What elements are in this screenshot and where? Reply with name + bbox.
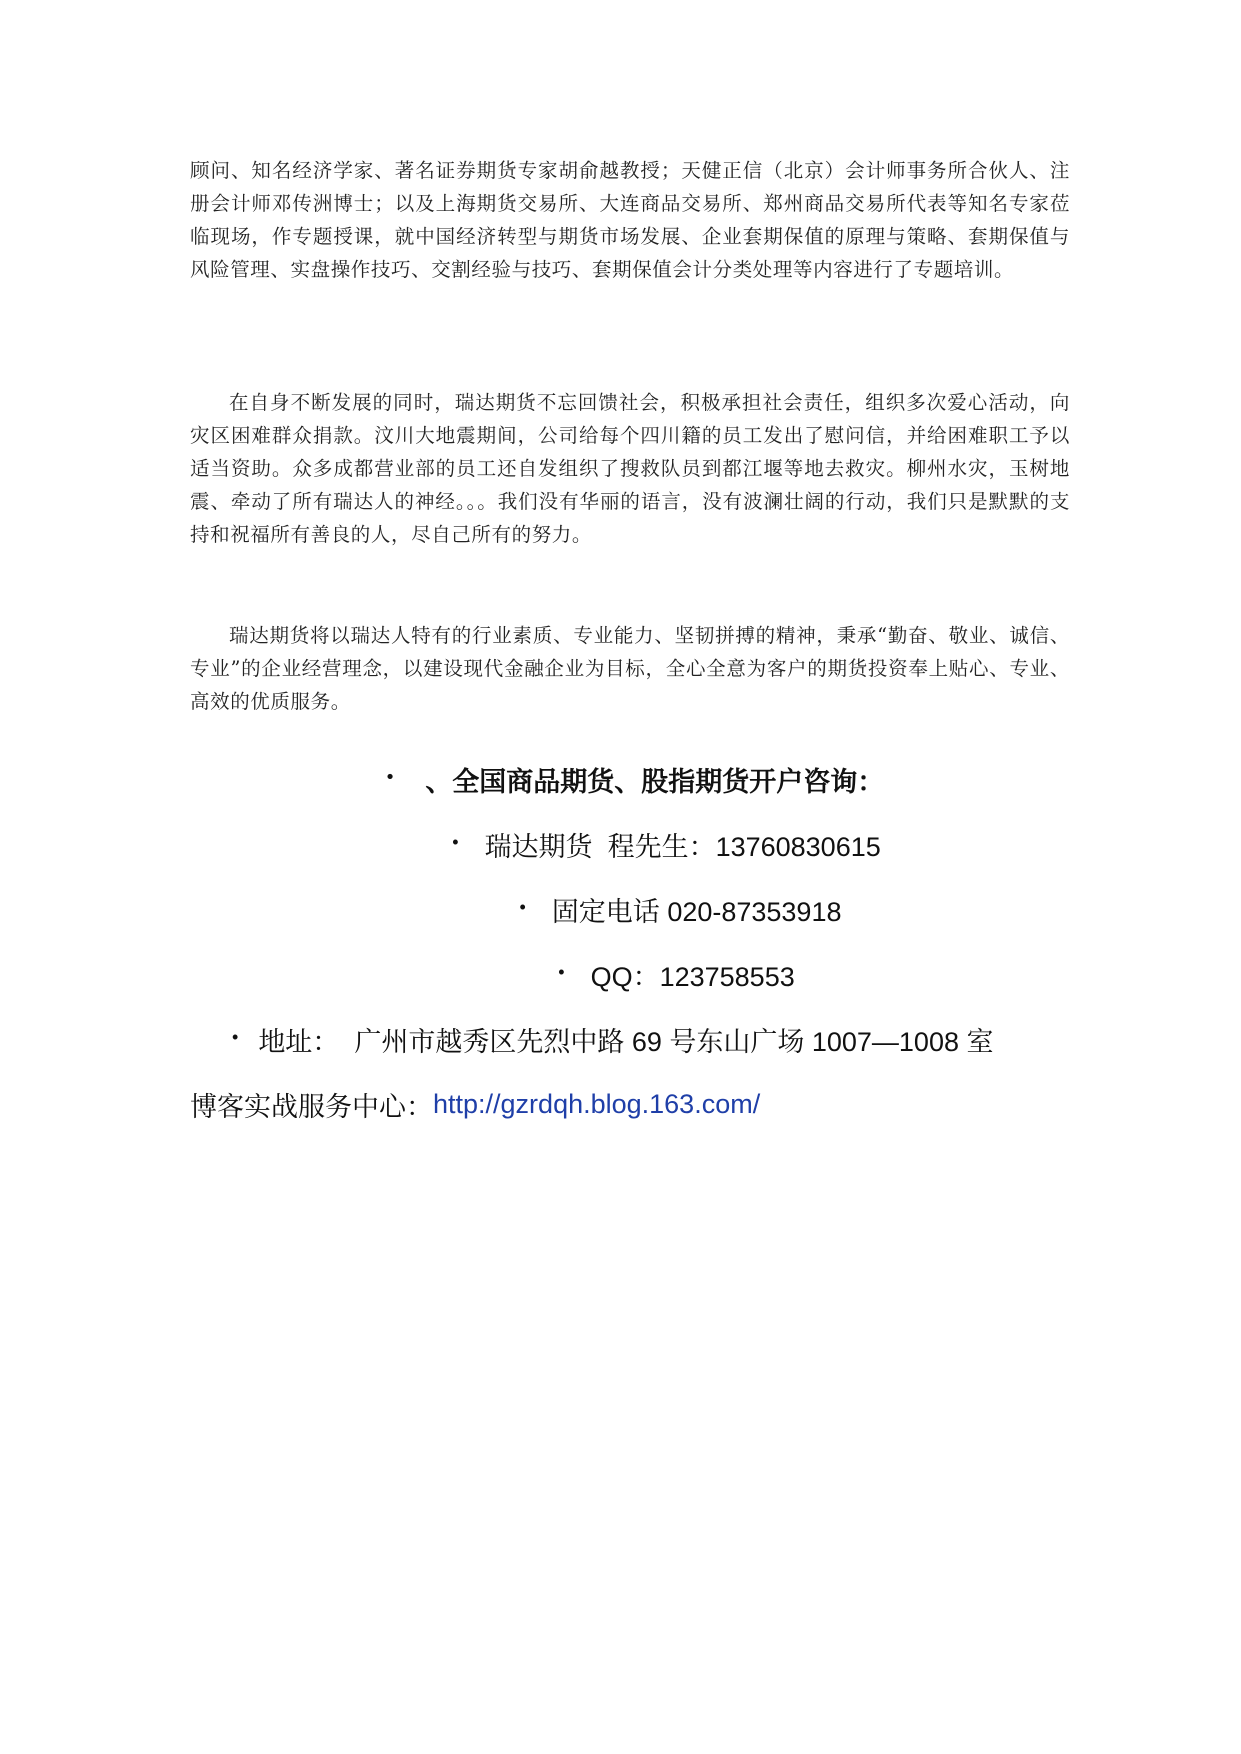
bullet-icon: • xyxy=(232,1027,239,1047)
contact-address-text: 地址： 广州市越秀区先烈中路 69 号东山广场 1007—1008 室 xyxy=(258,1027,994,1057)
contact-qq xyxy=(0,955,1241,994)
blog-label: 博客实战服务中心： xyxy=(190,1092,433,1123)
contact-heading-text: 、全国商品期货、股指期货开户咨询： xyxy=(425,767,885,798)
bullet-icon: • xyxy=(452,832,459,852)
contact-mobile-text: 瑞达期货 程先生：13760830615 xyxy=(484,832,881,862)
contact-heading xyxy=(0,760,1241,799)
contact-blog xyxy=(190,1085,1090,1124)
contact-fixed-phone-text: 固定电话 020-87353918 xyxy=(551,897,842,927)
contact-fixed-phone xyxy=(0,890,1241,929)
contact-address xyxy=(232,1020,1112,1059)
bullet-icon: • xyxy=(558,962,565,982)
paragraph-training: 顾问、知名经济学家、著名证券期货专家胡俞越教授；天健正信（北京）会计师事务所合伙人、注册会计师邓传洲博士；以及上海期货交易所、大连商品交易所、郑州商品交易所代表等知名专家莅临现场，作专题授课，就中国经济转型与期货市场发展、企业套期保值的原理与策略、套期保值与风险管理、实盘操作技巧、交割经验与技巧、套期保值会计分类处理等内容进行了专题培训。 xyxy=(190,159,1070,281)
blog-link[interactable]: http://gzrdqh.blog.163.com/ xyxy=(433,1089,761,1119)
bullet-icon: • xyxy=(519,897,526,917)
contact-qq-text: QQ：123758553 xyxy=(590,962,795,992)
bullet-icon: • xyxy=(384,767,396,788)
paragraph-social-responsibility: 在自身不断发展的同时，瑞达期货不忘回馈社会，积极承担社会责任，组织多次爱心活动，向灾区困难群众捐款。汶川大地震期间，公司给每个四川籍的员工发出了慰问信，并给困难职工予以适当资助。众多成都营业部的员工还自发组织了搜救队员到都江堰等地去救灾。柳州水灾，玉树地震、牵动了所有瑞达人的神经。。。我们没有华丽的语言，没有波澜壮阔的行动，我们只是默默的支持和祝福所有善良的人，尽自己所有的努力。 xyxy=(190,391,1070,546)
contact-mobile xyxy=(0,825,1241,864)
paragraph-mission: 瑞达期货将以瑞达人特有的行业素质、专业能力、坚韧拼搏的精神，秉承“勤奋、敬业、诚信、专业”的企业经营理念，以建设现代金融企业为目标，全心全意为客户的期货投资奉上贴心、专业、高效的优质服务。 xyxy=(190,624,1070,713)
